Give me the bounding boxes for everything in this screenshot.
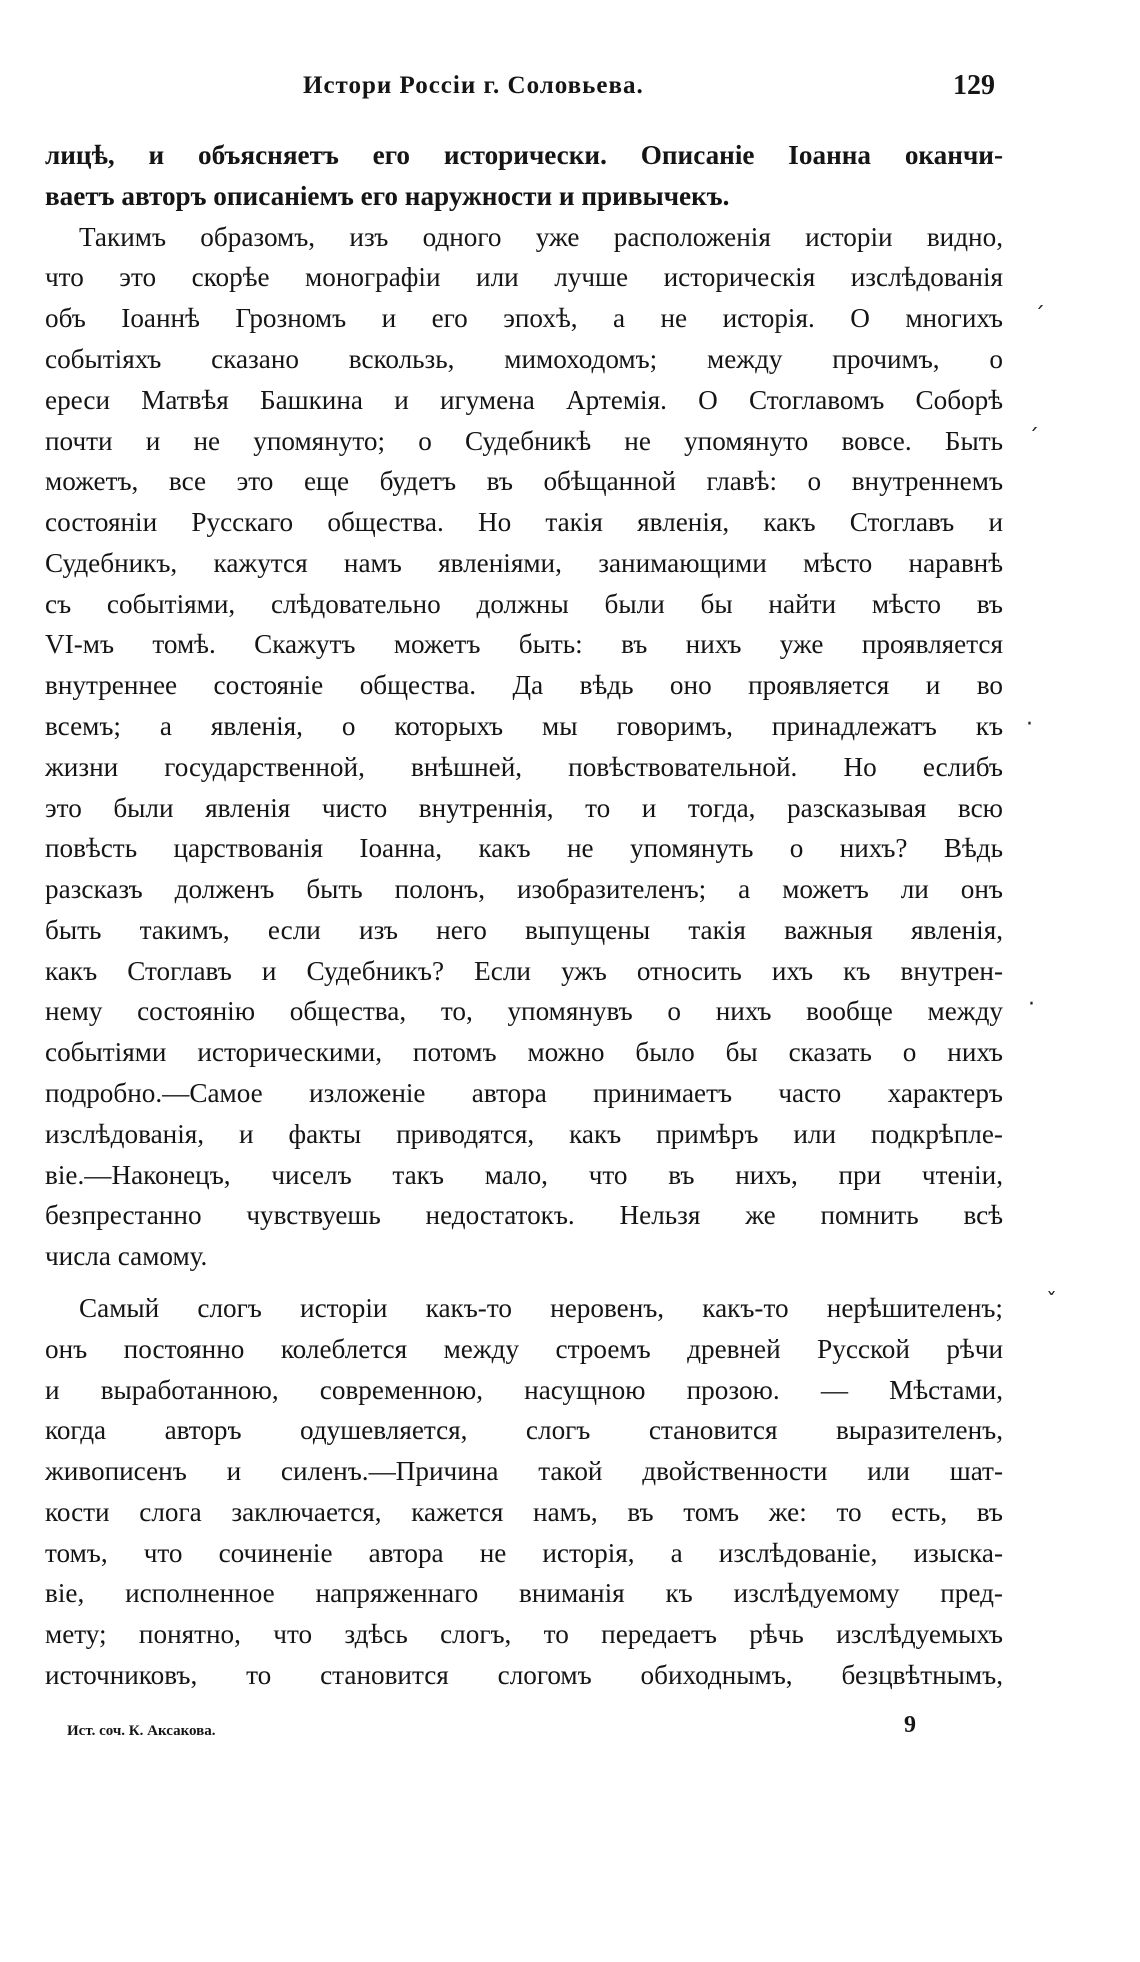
text-line: когда авторъ одушевляется, слогъ становится выразителенъ,	[45, 1415, 1003, 1445]
text-line: можетъ, все это еще будетъ въ обѣщанной главѣ: о внутреннемъ	[45, 466, 1003, 496]
text-line: Судебникъ, кажутся намъ явленіями, занимающими мѣсто наравнѣ	[45, 548, 1003, 578]
margin-dot-mark: ·	[1028, 992, 1035, 1017]
text-line: повѣсть царствованія Іоанна, какъ не упомянуть о нихъ? Вѣдь	[45, 833, 1003, 863]
text-line: лицѣ, и объясняетъ его исторически. Описаніе Іоанна оканчи-	[45, 140, 1003, 170]
text-line: томъ, что сочиненіе автора не исторія, а изслѣдованіе, изыска-	[45, 1538, 1003, 1568]
text-line: событіями историческими, потомъ можно было бы сказать о нихъ	[45, 1037, 1003, 1067]
margin-tick-mark: ˊ	[1034, 304, 1045, 329]
margin-dot-mark: ·	[1026, 712, 1033, 737]
paragraph-start-line: Такимъ образомъ, изъ одного уже расположенія исторіи видно,	[79, 222, 1003, 252]
text-line: жизни государственной, внѣшней, повѣствовательной. Но еслибъ	[45, 752, 1003, 782]
text-line: ваетъ авторъ описаніемъ его наружности и привычекъ.	[45, 181, 730, 211]
text-line: ереси Матвѣя Башкина и игумена Артемія. О Стоглавомъ Соборѣ	[45, 385, 1003, 415]
margin-tick-mark: ˊ	[1028, 426, 1039, 451]
text-line: состояніи Русскаго общества. Но такія явленія, какъ Стоглавъ и	[45, 507, 1003, 537]
text-line: съ событіями, слѣдовательно должны были бы найти мѣсто въ	[45, 589, 1003, 619]
text-line: объ Іоаннѣ Грозномъ и его эпохѣ, а не исторія. О многихъ	[45, 303, 1003, 333]
text-line: всемъ; а явленія, о которыхъ мы говоримъ, принадлежатъ къ	[45, 711, 1003, 741]
text-line: событіяхъ сказано вскользь, мимоходомъ; между прочимъ, о	[45, 344, 1003, 374]
text-line: быть такимъ, если изъ него выпущены такія важныя явленія,	[45, 915, 1003, 945]
text-line: віе, исполненное напряженнаго вниманія къ изслѣдуемому пред-	[45, 1578, 1003, 1608]
text-line: подробно.—Самое изложеніе автора принимаетъ часто характеръ	[45, 1078, 1003, 1108]
margin-check-mark: ˇ	[1046, 1290, 1057, 1315]
text-line: кости слога заключается, кажется намъ, въ томъ же: то есть, въ	[45, 1497, 1003, 1527]
signature-number: 9	[904, 1712, 916, 1738]
text-line: какъ Стоглавъ и Судебникъ? Если ужъ относить ихъ къ внутрен-	[45, 956, 1003, 986]
text-line: и выработанною, современною, насущною прозою. — Мѣстами,	[45, 1375, 1003, 1405]
text-line: онъ постоянно колеблется между строемъ древней Русской рѣчи	[45, 1334, 1003, 1364]
text-line: что это скорѣе монографіи или лучше историческія изслѣдованія	[45, 262, 1003, 292]
text-line: это были явленія чисто внутреннія, то и тогда, разсказывая всю	[45, 793, 1003, 823]
text-line: VI-мъ томѣ. Скажутъ можетъ быть: въ нихъ уже проявляется	[45, 629, 1003, 659]
page-number: 129	[953, 70, 995, 101]
paragraph-start-line: Самый слогъ исторіи какъ-то неровенъ, какъ-то нерѣшителенъ;	[79, 1293, 1003, 1323]
text-line: числа самому.	[45, 1241, 208, 1271]
text-line: безпрестанно чувствуешь недостатокъ. Нельзя же помнить всѣ	[45, 1200, 1003, 1230]
text-line: внутреннее состояніе общества. Да вѣдь оно проявляется и во	[45, 670, 1003, 700]
text-line: живописенъ и силенъ.—Причина такой двойственности или шат-	[45, 1456, 1003, 1486]
text-line: источниковъ, то становится слогомъ обиходнымъ, безцвѣтнымъ,	[45, 1660, 1003, 1690]
text-line: нему состоянію общества, то, упомянувъ о нихъ вообще между	[45, 996, 1003, 1026]
running-title: Истори Россіи г. Соловьева.	[303, 72, 644, 99]
text-line: разсказъ долженъ быть полонъ, изобразителенъ; а можетъ ли онъ	[45, 874, 1003, 904]
text-line: изслѣдованія, и факты приводятся, какъ примѣръ или подкрѣпле-	[45, 1119, 1003, 1149]
signature-mark: Ист. соч. К. Аксакова.	[67, 1723, 216, 1739]
text-line: почти и не упомянуто; о Судебникѣ не упомянуто вовсе. Быть	[45, 426, 1003, 456]
text-line: віе.—Наконецъ, чиселъ такъ мало, что въ нихъ, при чтеніи,	[45, 1160, 1003, 1190]
text-line: мету; понятно, что здѣсь слогъ, то передаетъ рѣчь изслѣдуемыхъ	[45, 1619, 1003, 1649]
